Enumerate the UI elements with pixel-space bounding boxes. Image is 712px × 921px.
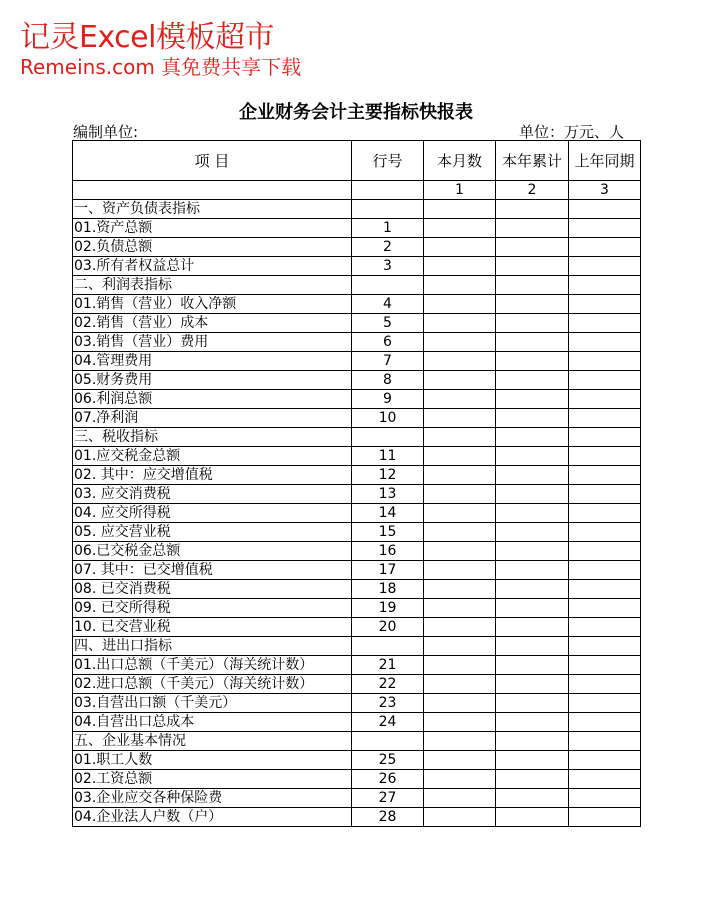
cell-last-year[interactable] [569,352,641,371]
cell-last-year[interactable] [569,656,641,675]
row-line-no: 1 [352,219,424,238]
cell-this-month[interactable] [424,523,496,542]
table-row [73,637,641,656]
row-line-no: 12 [352,466,424,485]
cell-ytd[interactable] [496,637,569,656]
row-line-no: 21 [352,656,424,675]
cell-last-year[interactable] [569,542,641,561]
cell-last-year[interactable] [569,637,641,656]
row-label: 10. 已交营业税 [73,618,352,637]
cell-ytd[interactable] [496,732,569,751]
row-label: 04.管理费用 [73,352,352,371]
cell-ytd[interactable] [496,371,569,390]
cell-this-month[interactable] [424,618,496,637]
cell-last-year[interactable] [569,238,641,257]
row-label: 01.资产总额 [73,219,352,238]
indicator-table [72,140,641,827]
cell-last-year[interactable] [569,599,641,618]
row-label: 五、企业基本情况 [73,732,352,751]
row-line-no: 18 [352,580,424,599]
row-line-no: 25 [352,751,424,770]
cell-this-month[interactable] [424,333,496,352]
table-body [73,181,641,827]
row-line-no: 5 [352,314,424,333]
row-label: 04.自营出口总成本 [73,713,352,732]
cell-last-year[interactable] [569,713,641,732]
cell-this-month[interactable] [424,808,496,827]
cell-last-year[interactable] [569,371,641,390]
table-row [73,561,641,580]
cell-this-month[interactable] [424,637,496,656]
row-line-no: 9 [352,390,424,409]
cell-ytd[interactable] [496,675,569,694]
row-line-no: 15 [352,523,424,542]
row-label: 02.进口总额（千美元）（海关统计数） [73,675,352,694]
cell-this-month[interactable] [424,257,496,276]
cell-this-month[interactable] [424,561,496,580]
table-row [73,371,641,390]
table-row [73,314,641,333]
header-line-no: 行号 [352,141,424,181]
cell-ytd[interactable] [496,713,569,732]
cell-last-year[interactable] [569,257,641,276]
table-row [73,599,641,618]
cell-last-year[interactable] [569,675,641,694]
table-row [73,542,641,561]
cell-ytd[interactable] [496,808,569,827]
table-row [73,732,641,751]
row-line-no: 8 [352,371,424,390]
cell-last-year[interactable] [569,561,641,580]
column-index-row [73,181,641,200]
row-label: 06.利润总额 [73,390,352,409]
cell-this-month[interactable] [424,295,496,314]
table-row [73,333,641,352]
row-label: 09. 已交所得税 [73,599,352,618]
unit-label: 单位：万元、人 [518,123,624,141]
row-label: 01.出口总额（千美元）（海关统计数） [73,656,352,675]
table-row [73,770,641,789]
table-row [73,618,641,637]
row-label: 03.自营出口额（千美元） [73,694,352,713]
table-row [73,751,641,770]
cell-this-month[interactable] [424,219,496,238]
row-label: 01.应交税金总额 [73,447,352,466]
cell-ytd[interactable] [496,257,569,276]
table-row [73,675,641,694]
row-label: 02.销售（营业）成本 [73,314,352,333]
table-row [73,504,641,523]
table-row [73,352,641,371]
row-line-no [352,200,424,219]
cell-ytd[interactable] [496,618,569,637]
header-item: 项 目 [73,141,352,181]
row-line-no [352,428,424,447]
row-label: 二、利润表指标 [73,276,352,295]
table-row [73,713,641,732]
cell-last-year[interactable] [569,618,641,637]
row-label: 07.净利润 [73,409,352,428]
cell-ytd[interactable] [496,409,569,428]
row-label: 03.销售（营业）费用 [73,333,352,352]
cell-ytd[interactable] [496,276,569,295]
cell-last-year[interactable] [569,390,641,409]
cell-this-month[interactable] [424,485,496,504]
row-line-no: 22 [352,675,424,694]
table-row [73,656,641,675]
table-row [73,428,641,447]
row-label: 03. 应交消费税 [73,485,352,504]
cell-ytd[interactable] [496,333,569,352]
table-row [73,694,641,713]
row-line-no [352,276,424,295]
table-row [73,447,641,466]
cell-last-year[interactable] [569,314,641,333]
row-line-no: 4 [352,295,424,314]
cell-last-year[interactable] [569,808,641,827]
cell-ytd[interactable] [496,390,569,409]
row-label: 06.已交税金总额 [73,542,352,561]
header-row [73,141,641,181]
cell-this-month[interactable] [424,580,496,599]
prepared-by-label: 编制单位: [73,123,139,141]
cell-this-month[interactable] [424,238,496,257]
cell-ytd[interactable] [496,466,569,485]
cell-ytd[interactable] [496,428,569,447]
row-label: 四、进出口指标 [73,637,352,656]
index-blank-line[interactable] [352,181,424,200]
cell-last-year[interactable] [569,333,641,352]
cell-last-year[interactable] [569,732,641,751]
row-line-no: 27 [352,789,424,808]
cell-ytd[interactable] [496,352,569,371]
table-row [73,523,641,542]
cell-last-year[interactable] [569,409,641,428]
table-row [73,219,641,238]
cell-this-month[interactable] [424,447,496,466]
cell-this-month[interactable] [424,694,496,713]
cell-this-month[interactable] [424,542,496,561]
row-label: 05.财务费用 [73,371,352,390]
cell-last-year[interactable] [569,580,641,599]
row-line-no: 28 [352,808,424,827]
row-label: 08. 已交消费税 [73,580,352,599]
cell-this-month[interactable] [424,789,496,808]
cell-this-month[interactable] [424,504,496,523]
cell-ytd[interactable] [496,599,569,618]
row-line-no: 13 [352,485,424,504]
row-line-no: 23 [352,694,424,713]
cell-ytd[interactable] [496,751,569,770]
cell-this-month[interactable] [424,276,496,295]
row-line-no: 11 [352,447,424,466]
table-row [73,580,641,599]
column-index-2: 2 [496,181,569,200]
row-label: 01.销售（营业）收入净额 [73,295,352,314]
row-line-no [352,732,424,751]
cell-ytd[interactable] [496,789,569,808]
header-this-month: 本月数 [424,141,496,181]
cell-this-month[interactable] [424,352,496,371]
cell-this-month[interactable] [424,656,496,675]
cell-this-month[interactable] [424,751,496,770]
header-ytd: 本年累计 [496,141,569,181]
cell-last-year[interactable] [569,770,641,789]
cell-this-month[interactable] [424,409,496,428]
row-label: 02.负债总额 [73,238,352,257]
table-row [73,200,641,219]
row-label: 03.所有者权益总计 [73,257,352,276]
table-row [73,276,641,295]
cell-last-year[interactable] [569,219,641,238]
cell-ytd[interactable] [496,770,569,789]
column-index-1: 1 [424,181,496,200]
row-label: 三、税收指标 [73,428,352,447]
cell-last-year[interactable] [569,295,641,314]
cell-ytd[interactable] [496,295,569,314]
row-line-no: 24 [352,713,424,732]
row-label: 02.工资总额 [73,770,352,789]
row-line-no: 3 [352,257,424,276]
cell-ytd[interactable] [496,542,569,561]
cell-this-month[interactable] [424,770,496,789]
cell-this-month[interactable] [424,428,496,447]
cell-ytd[interactable] [496,238,569,257]
cell-ytd[interactable] [496,504,569,523]
cell-ytd[interactable] [496,314,569,333]
cell-last-year[interactable] [569,694,641,713]
cell-this-month[interactable] [424,713,496,732]
table-row [73,485,641,504]
row-label: 04. 应交所得税 [73,504,352,523]
cell-last-year[interactable] [569,276,641,295]
cell-this-month[interactable] [424,466,496,485]
table-row [73,238,641,257]
cell-last-year[interactable] [569,200,641,219]
cell-ytd[interactable] [496,523,569,542]
cell-ytd[interactable] [496,561,569,580]
row-label: 一、资产负债表指标 [73,200,352,219]
cell-last-year[interactable] [569,523,641,542]
row-line-no: 6 [352,333,424,352]
cell-ytd[interactable] [496,694,569,713]
row-label: 07. 其中：已交增值税 [73,561,352,580]
row-line-no [352,637,424,656]
table-row [73,257,641,276]
index-blank-item[interactable] [73,181,352,200]
cell-ytd[interactable] [496,580,569,599]
cell-this-month[interactable] [424,732,496,751]
cell-last-year[interactable] [569,466,641,485]
cell-last-year[interactable] [569,447,641,466]
table-row [73,295,641,314]
cell-last-year[interactable] [569,504,641,523]
row-line-no: 16 [352,542,424,561]
cell-ytd[interactable] [496,485,569,504]
row-label: 04.企业法人户数（户） [73,808,352,827]
row-line-no: 14 [352,504,424,523]
row-label: 03.企业应交各种保险费 [73,789,352,808]
cell-this-month[interactable] [424,599,496,618]
cell-this-month[interactable] [424,200,496,219]
cell-ytd[interactable] [496,447,569,466]
cell-this-month[interactable] [424,314,496,333]
row-label: 02. 其中：应交增值税 [73,466,352,485]
cell-last-year[interactable] [569,485,641,504]
row-line-no: 2 [352,238,424,257]
table-row [73,808,641,827]
cell-last-year[interactable] [569,789,641,808]
table-row [73,390,641,409]
table-row [73,789,641,808]
cell-ytd[interactable] [496,219,569,238]
report-title: 企业财务会计主要指标快报表 [239,102,473,123]
watermark-title: 记灵Excel模板超市 [20,20,274,55]
row-line-no: 7 [352,352,424,371]
table-row [73,409,641,428]
cell-ytd[interactable] [496,200,569,219]
row-label: 05. 应交营业税 [73,523,352,542]
cell-this-month[interactable] [424,371,496,390]
row-line-no: 26 [352,770,424,789]
watermark-subtitle: Remeins.com 真免费共享下载 [20,55,302,79]
cell-this-month[interactable] [424,390,496,409]
cell-last-year[interactable] [569,428,641,447]
header-last-year: 上年同期 [569,141,641,181]
row-line-no: 20 [352,618,424,637]
cell-ytd[interactable] [496,656,569,675]
cell-last-year[interactable] [569,751,641,770]
row-line-no: 10 [352,409,424,428]
table-row [73,466,641,485]
row-label: 01.职工人数 [73,751,352,770]
column-index-3: 3 [569,181,641,200]
row-line-no: 17 [352,561,424,580]
row-line-no: 19 [352,599,424,618]
cell-this-month[interactable] [424,675,496,694]
